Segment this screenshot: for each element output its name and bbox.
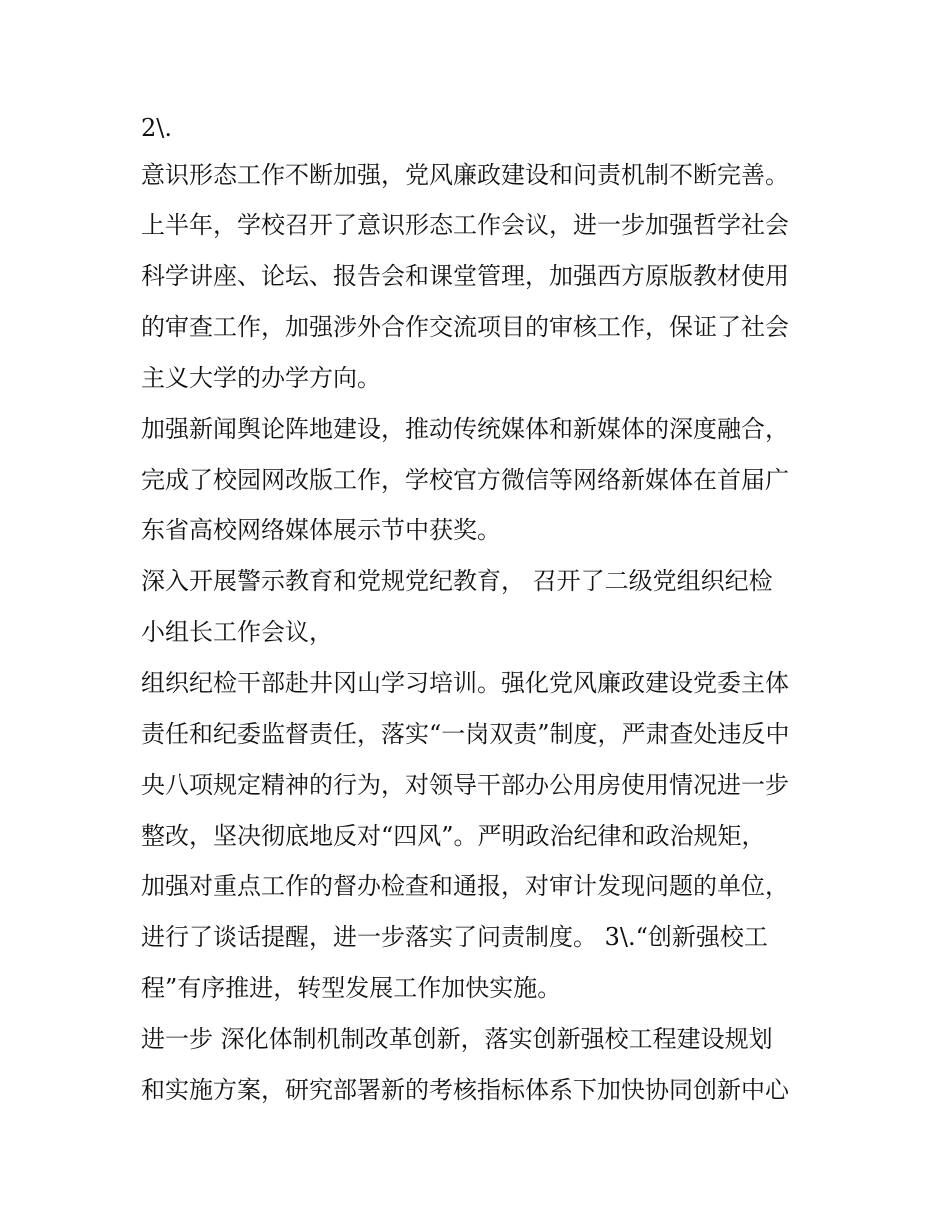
text-line: 和实施方案，研究部署新的考核指标体系下加快协同创新中心 bbox=[141, 1076, 789, 1104]
text-line: 程”有序推进，转型发展工作加快实施。 bbox=[141, 974, 562, 1002]
text-line: 进一步 深化体制机制改革创新，落实创新强校工程建设规划 bbox=[141, 1025, 773, 1053]
text-line: 加强新闻舆论阵地建设，推动传统媒体和新媒体的深度融合， bbox=[141, 415, 789, 443]
text-line: 组织纪检干部赴井冈山学习培训。强化党风廉政建设党委主体 bbox=[141, 669, 789, 697]
section-number: 2\. bbox=[141, 114, 172, 142]
text-line: 深入开展警示教育和党规党纪教育， 召开了二级党组织纪检 bbox=[141, 567, 773, 595]
text-line: 东省高校网络媒体展示节中获奖。 bbox=[141, 516, 501, 544]
text-line: 加强对重点工作的督办检查和通报，对审计发现问题的单位， bbox=[141, 872, 789, 900]
text-line: 的审查工作，加强涉外合作交流项目的审核工作，保证了社会 bbox=[141, 313, 789, 341]
text-line: 整改，坚决彻底地反对“四风”。严明政治纪律和政治规矩， bbox=[141, 822, 766, 850]
text-line: 主义大学的办学方向。 bbox=[141, 364, 381, 392]
text-line: 意识形态工作不断加强，党风廉政建设和问责机制不断完善。 bbox=[141, 161, 789, 189]
text-line: 小组长工作会议， bbox=[141, 618, 333, 646]
text-line: 科学讲座、论坛、报告会和课堂管理，加强西方原版教材使用 bbox=[141, 262, 789, 290]
text-line: 央八项规定精神的行为，对领导干部办公用房使用情况进一步 bbox=[141, 771, 789, 799]
text-line: 上半年，学校召开了意识形态工作会议，进一步加强哲学社会 bbox=[141, 211, 789, 239]
text-line: 责任和纪委监督责任，落实“一岗双责”制度，严肃查处违反中 bbox=[141, 720, 790, 748]
text-line: 完成了校园网改版工作，学校官方微信等网络新媒体在首届广 bbox=[141, 466, 789, 494]
text-line: 进行了谈话提醒，进一步落实了问责制度。 3\.“创新强校工 bbox=[141, 923, 768, 951]
